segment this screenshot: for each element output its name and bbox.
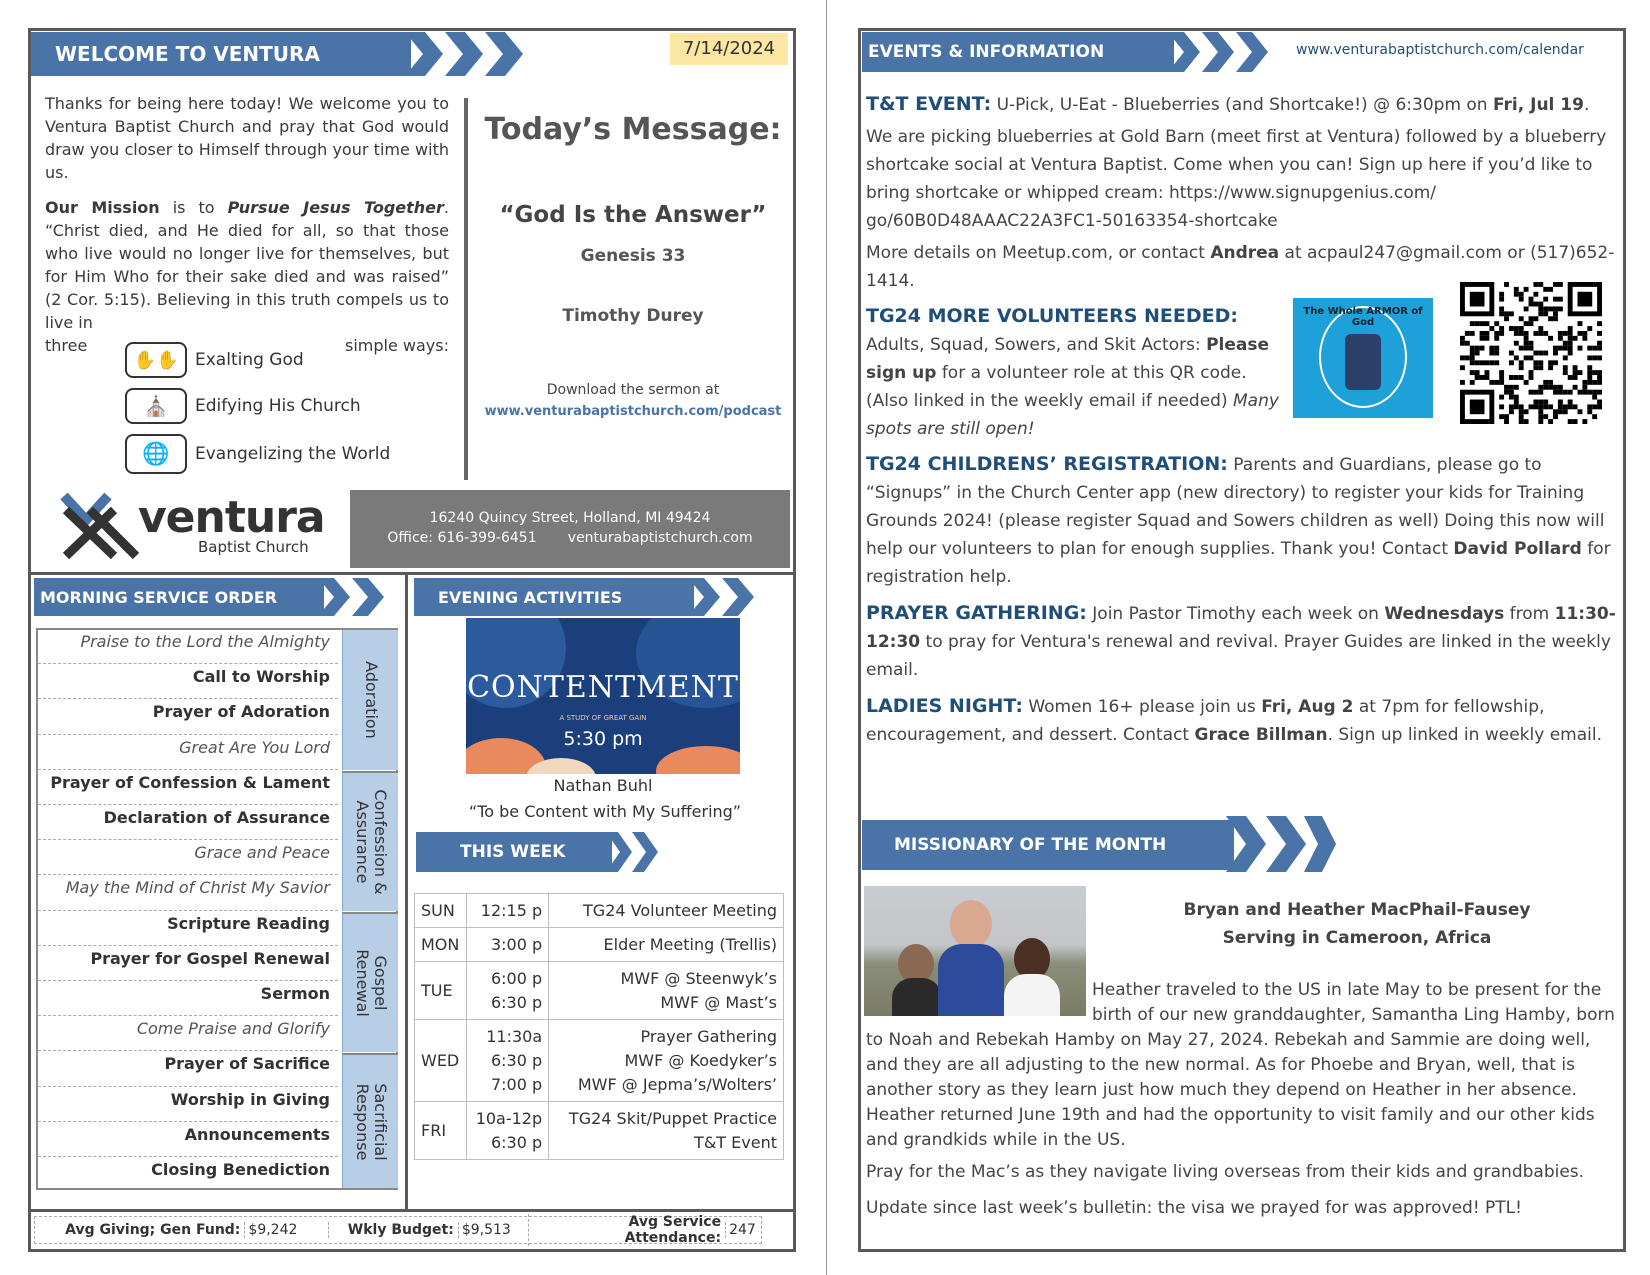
group-sacrificial [342, 1053, 398, 1188]
week-title: THIS WEEK [460, 842, 566, 862]
week-event: TG24 Volunteer Meeting [549, 894, 784, 928]
vol-text-d: Many spots are still open! [866, 391, 1279, 439]
service-item: Call to Worship [192, 667, 330, 687]
week-time: 10a-12p 6:30 p [467, 1102, 549, 1160]
qr-code [1460, 282, 1602, 424]
ladies-text-c: . Sign up linked in weekly email. [1327, 725, 1602, 745]
poster-subtitle: A STUDY OF GREAT GAIN [559, 714, 647, 722]
group-confession [342, 771, 398, 911]
service-divider [38, 874, 338, 875]
mission-text: . “Christ died, and He died for all, so that those who live would no longer live for themselves, but for Him Who for their sake died and was raised” (2 Cor. 5:15). Believing in this truth compels us to live in [45, 198, 450, 332]
tt-details: We are picking blueberries at Gold Barn (meet first at Ventura) followed by a blueberry shortcake social at Ventura Baptist. Come when you can! Sign up here if you’d like to bring shortcake or whipped cream: https://www.signupgenius.com/ go/60B0D48AAAC22A3FC1-50163354-shortcake [866, 127, 1607, 231]
tt-date: Fri, Jul 19 [1493, 95, 1584, 115]
service-item: Praise to the Lord the Almighty [80, 632, 330, 651]
prayer-heading: PRAYER GATHERING: [866, 602, 1087, 624]
armor-text: The Whole ARMOR of God [1303, 306, 1423, 328]
week-event: Prayer Gathering MWF @ Koedyker’s MWF @ Jepma’s/Wolters’ [549, 1020, 784, 1102]
group-label: Gospel Renewal [352, 949, 390, 1017]
date-badge [670, 33, 788, 65]
message-block [478, 112, 788, 419]
page-divider [826, 0, 827, 1275]
simple-ways-text: simple ways: [345, 336, 449, 355]
missionary-header [1100, 896, 1614, 952]
reg-text-b: for registration help. [866, 539, 1611, 587]
registration-paragraph [866, 450, 1616, 591]
worship-hands-icon: ✋✋ [125, 342, 187, 378]
giving-label: Avg Giving; Gen Fund: [65, 1222, 241, 1238]
service-item: Announcements [184, 1124, 330, 1144]
download-text: Download the sermon at [546, 382, 720, 398]
service-item: Come Praise and Glorify [136, 1019, 330, 1039]
week-event: MWF @ Steenwyk’s MWF @ Mast’s [549, 962, 784, 1020]
missionary-location: Serving in Cameroon, Africa [1222, 928, 1492, 948]
welcome-banner [31, 32, 411, 76]
missionary-banner [862, 820, 1234, 870]
prayer-text-c: to pray for Ventura's renewal and revival. Prayer Guides are linked in the weekly email. [866, 632, 1611, 680]
welcome-intro [45, 92, 449, 357]
service-divider [38, 910, 338, 911]
service-item: Prayer of Adoration [152, 702, 330, 722]
logo-x-icon [60, 490, 140, 560]
way-exalting [125, 342, 304, 378]
service-divider [38, 1086, 338, 1087]
prayer-day: Wednesdays [1384, 604, 1505, 624]
service-item: Closing Benediction [151, 1160, 330, 1179]
week-day: FRI [415, 1102, 467, 1160]
service-title: MORNING SERVICE ORDER [40, 587, 278, 607]
week-day: TUE [415, 962, 467, 1020]
evening-chevrons [688, 578, 772, 616]
ladies-text-a: Women 16+ please join us [1022, 697, 1262, 717]
service-divider [38, 980, 338, 981]
missionary-update-visa: Update since last week’s bulletin: the visa we prayed for was approved! PTL! [866, 1198, 1522, 1218]
armor-of-god-image [1293, 298, 1433, 418]
service-divider [38, 804, 338, 805]
service-item: May the Mind of Christ My Savior [65, 878, 330, 898]
evening-banner [414, 578, 694, 616]
prayer-paragraph [866, 599, 1616, 684]
missionary-prayer: Pray for the Mac’s as they navigate living overseas from their kids and grandbabies. [866, 1162, 1585, 1182]
week-row [415, 962, 784, 1020]
evening-speaker: Nathan Buhl [553, 776, 653, 795]
service-divider [38, 945, 338, 946]
week-day: SUN [415, 894, 467, 928]
vol-text-c: for a volunteer role at this QR code. (Also linked in the weekly email if needed) [866, 363, 1247, 411]
message-heading: Today’s Message: [484, 112, 782, 147]
missionary-p1 [866, 978, 1616, 1153]
sermon-passage: Genesis 33 [580, 246, 686, 266]
week-day: WED [415, 1020, 467, 1102]
reg-text-a: Parents and Guardians, please go to “Signups” in the Church Center app (new directory) to register your kids for Training Grounds 2024! (please register Squad and Sowers children as well) Doing this now will help our volunteers to plan for enough supplies. Thank you! Contact [866, 455, 1605, 559]
budget-value: $9,513 [458, 1222, 528, 1238]
date-text: 7/14/2024 [682, 38, 776, 59]
events-banner [862, 32, 1174, 72]
events-text-2 [866, 450, 1616, 757]
way-label: Edifying His Church [195, 396, 361, 416]
vol-heading: TG24 MORE VOLUNTEERS NEEDED: [866, 305, 1239, 327]
tt-heading: T&T EVENT: [866, 93, 992, 115]
week-row [415, 1020, 784, 1102]
service-item: Sermon [260, 984, 330, 1003]
missionary-names: Bryan and Heather MacPhail-Fausey [1183, 900, 1531, 920]
welcome-chevrons [405, 32, 525, 76]
mission-paragraph [45, 196, 449, 334]
tt-event-line: T&T EVENT: U-Pick, U-Eat - Blueberries (and Shortcake!) @ 6:30pm on Fri, Jul 19. [866, 93, 1590, 115]
ladies-text-b: at 7pm for fellowship, encouragement, and dessert. Contact [866, 697, 1545, 745]
mission-is: is to [159, 198, 228, 217]
service-divider [38, 1156, 338, 1157]
globe-icon: 🌐 [125, 434, 187, 474]
week-time: 11:30a 6:30 p 7:00 p [467, 1020, 549, 1102]
budget-label: Wkly Budget: [328, 1222, 458, 1238]
week-event: Elder Meeting (Trellis) [549, 928, 784, 962]
way-evangelizing [125, 434, 390, 474]
group-label: Sacrificial Response [352, 1082, 390, 1161]
missionary-title: MISSIONARY OF THE MONTH [894, 835, 1167, 855]
volunteer-text [866, 302, 1290, 443]
welcome-title: WELCOME TO VENTURA [55, 42, 320, 66]
contentment-poster [466, 618, 740, 774]
group-label: Confession & Assurance [352, 789, 390, 895]
ladies-paragraph [866, 692, 1616, 749]
calendar-link[interactable]: www.venturabaptistchurch.com/calendar [1296, 42, 1584, 58]
tt-contact-name: Andrea [1210, 243, 1280, 263]
week-time: 3:00 p [467, 928, 549, 962]
vol-text-b: Please sign up [866, 335, 1270, 383]
attendance-value: 247 [725, 1222, 761, 1238]
stats-row [34, 1216, 762, 1244]
way-label: Evangelizing the World [195, 444, 391, 464]
tt-contact-a: More details on Meetup.com, or contact [866, 243, 1211, 263]
service-item: Prayer for Gospel Renewal [90, 948, 330, 968]
service-divider [38, 769, 338, 770]
service-item: Great Are You Lord [179, 737, 330, 757]
week-row [415, 928, 784, 962]
giving-value: $9,242 [244, 1222, 328, 1238]
logo-wordmark: ventura [138, 492, 325, 543]
service-item: Scripture Reading [167, 913, 330, 933]
group-gospel [342, 912, 398, 1052]
week-banner [416, 832, 612, 872]
sermon-speaker: Timothy Durey [562, 306, 704, 326]
week-event: TG24 Skit/Puppet Practice T&T Event [549, 1102, 784, 1160]
qr-code-graphic [1460, 282, 1602, 424]
sermon-title: “God Is the Answer” [499, 202, 767, 228]
church-icon: ⛪ [125, 388, 187, 424]
service-divider [38, 1050, 338, 1051]
week-day: MON [415, 928, 467, 962]
service-divider [38, 1121, 338, 1122]
prayer-text-a: Join Pastor Timothy each week on [1086, 604, 1385, 624]
week-row [415, 894, 784, 928]
week-time: 12:15 p [467, 894, 549, 928]
week-row [415, 1102, 784, 1160]
ventura-logo [60, 490, 325, 560]
events-chevrons [1168, 32, 1268, 72]
missionary-chevrons [1226, 816, 1336, 872]
address-box [350, 490, 790, 568]
group-adoration [342, 630, 398, 770]
ladies-name: Grace Billman [1194, 725, 1328, 745]
evening-topic: “To be Content with My Suffering” [468, 802, 742, 821]
three-text: three [45, 336, 88, 355]
podcast-link[interactable]: www.venturabaptistchurch.com/podcast [484, 404, 782, 419]
ladies-date: Fri, Aug 2 [1261, 697, 1354, 717]
service-divider [38, 839, 338, 840]
office-phone: Office: 616-399-6451 [387, 530, 537, 546]
message-divider [464, 98, 468, 480]
service-item: Declaration of Assurance [103, 808, 330, 827]
week-table [414, 893, 784, 1160]
poster-title: CONTENTMENT [467, 670, 739, 705]
prayer-time: 11:30-12:30 [866, 604, 1616, 652]
service-divider [38, 1015, 338, 1016]
mission-name: Pursue Jesus Together [227, 198, 444, 217]
service-divider [38, 663, 338, 664]
service-item: Prayer of Confession & Lament [50, 772, 330, 792]
way-label: Exalting God [195, 350, 304, 370]
way-edifying [125, 388, 361, 424]
tt-text: U-Pick, U-Eat - Blueberries (and Shortcake!) @ 6:30pm on [991, 95, 1493, 115]
service-divider [38, 698, 338, 699]
service-item: Prayer of Sacrifice [164, 1054, 330, 1074]
attendance-label: Avg Service Attendance: [528, 1214, 725, 1246]
week-chevrons [606, 832, 662, 872]
reg-name: David Pollard [1453, 539, 1582, 559]
website-text: venturabaptistchurch.com [567, 530, 753, 546]
week-time: 6:00 p 6:30 p [467, 962, 549, 1020]
events-title: EVENTS & INFORMATION [868, 42, 1105, 62]
reg-heading: TG24 CHILDRENS’ REGISTRATION: [866, 453, 1228, 475]
poster-time: 5:30 pm [563, 728, 643, 750]
mission-label: Our Mission [45, 198, 160, 217]
service-item: Grace and Peace [194, 843, 330, 863]
service-divider [38, 734, 338, 735]
missionary-update: Heather traveled to the US in late May to be present for the birth of our new granddaughter, Samantha Ling Hamby, born to Noah and Rebekah Hamby on May 27, 2024. Rebekah and Sammie are doing well, and they are all adjusting to the new normal. As for Phoebe and Bryan, well, that is another story as they learn just how much they depend on Heather in her absence. Heather returned June 19th and had the opportunity to visit family and our other kids and grandkids while in the US. [866, 980, 1615, 1150]
prayer-text-b: from [1504, 604, 1555, 624]
photo-spacer [866, 978, 1092, 1016]
service-chevrons [318, 578, 402, 616]
logo-subtext: Baptist Church [198, 538, 309, 556]
group-label: Adoration [361, 661, 381, 739]
service-item: Worship in Giving [170, 1089, 330, 1109]
service-banner [34, 578, 324, 616]
vol-text-a: Adults, Squad, Sowers, and Skit Actors: [866, 335, 1207, 355]
tt-contact-b: at acpaul247@gmail.com or (517)652-1414. [866, 243, 1615, 291]
events-text [866, 90, 1616, 303]
address-text: 16240 Quincy Street, Holland, MI 49424 [429, 510, 711, 526]
ladies-heading: LADIES NIGHT: [866, 695, 1023, 717]
evening-title: EVENING ACTIVITIES [438, 587, 623, 607]
intro-text: Thanks for being here today! We welcome you to Ventura Baptist Church and pray that God would draw you closer to Himself through your time with us. [45, 94, 449, 182]
